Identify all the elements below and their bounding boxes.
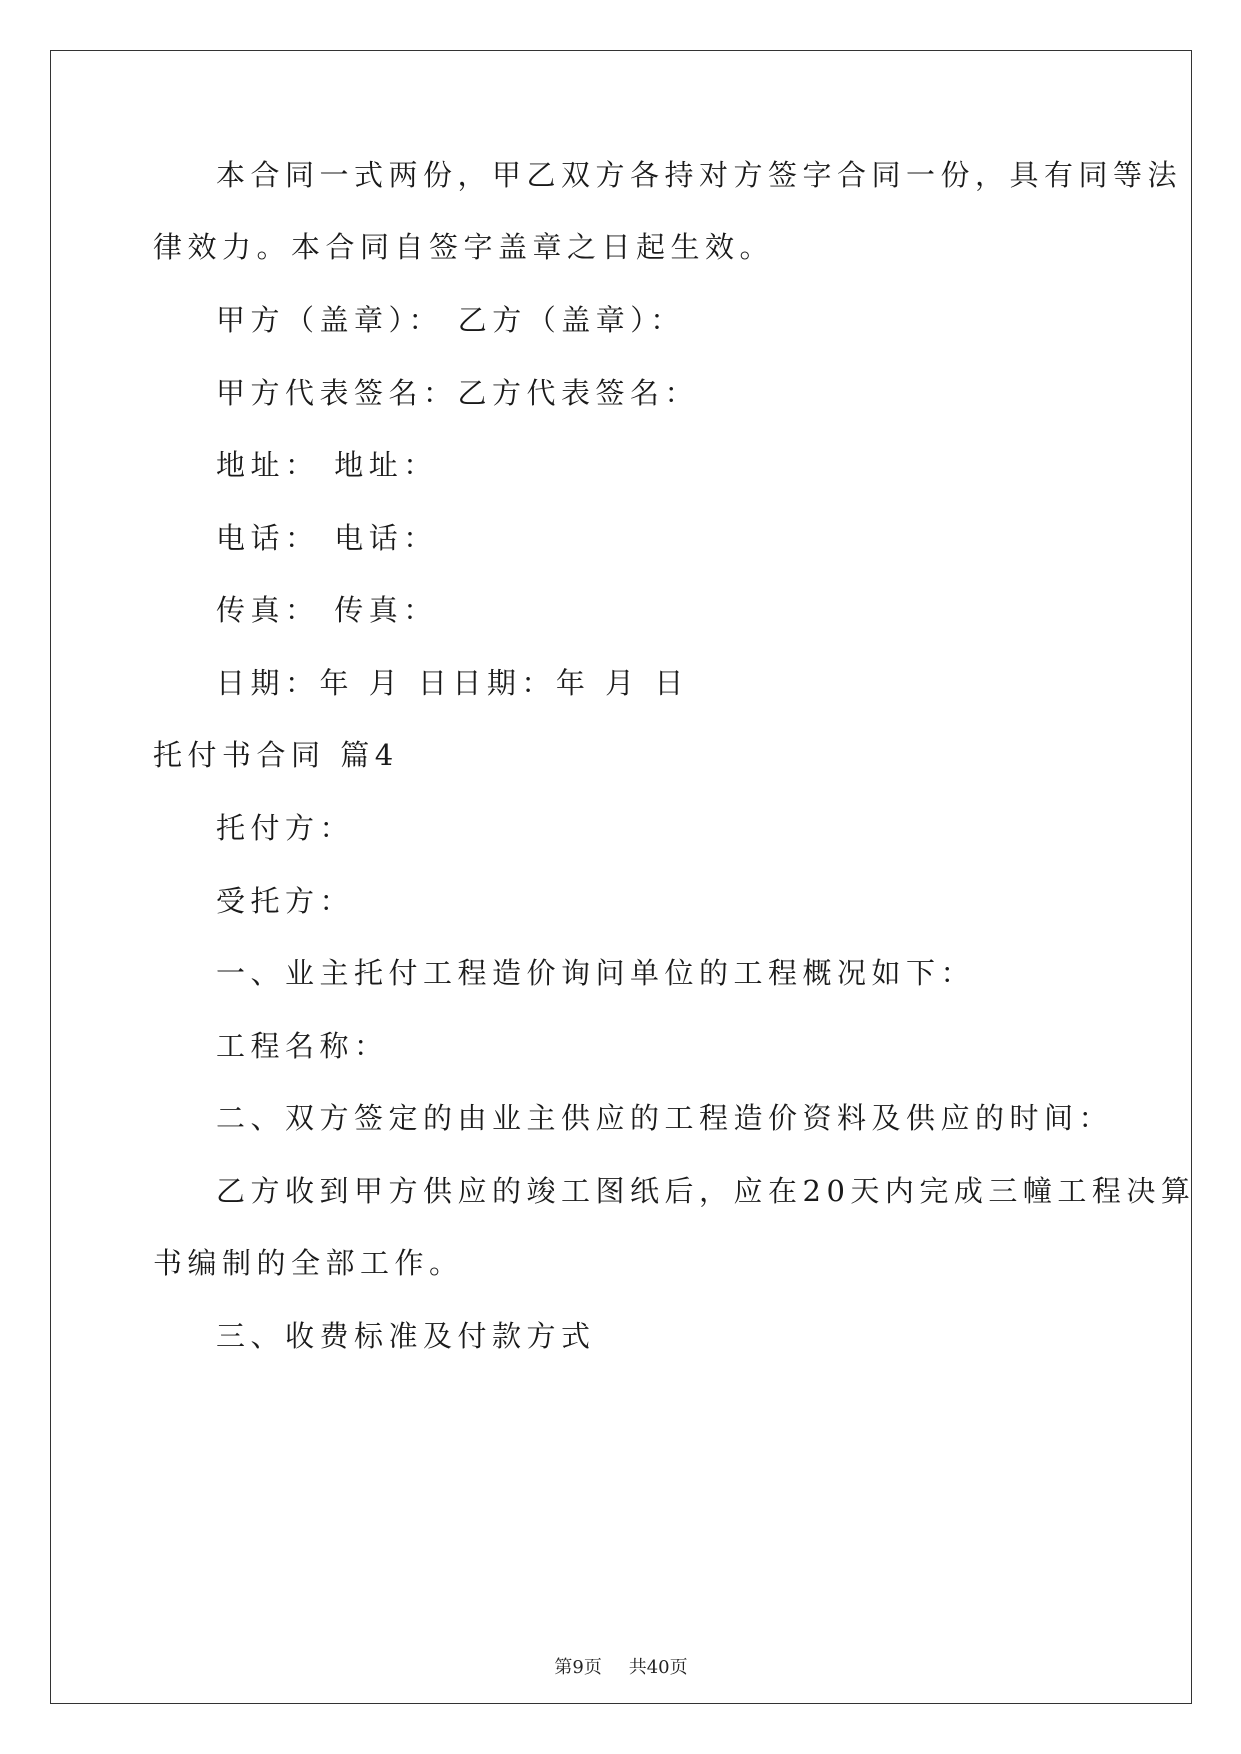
document-page	[50, 50, 1196, 1704]
page-total: 共40页	[628, 1657, 688, 1678]
phone-line: 电话： 电话：	[216, 521, 438, 555]
entrusting-party-line: 托付方：	[216, 811, 355, 845]
clause-three: 三、收费标准及付款方式	[216, 1319, 596, 1353]
clause-one: 一、业主托付工程造价询问单位的工程概况如下：	[216, 956, 976, 990]
completion-paragraph-line2: 书编制的全部工作。	[153, 1246, 464, 1280]
project-name-line: 工程名称：	[216, 1029, 389, 1063]
paragraph-contract-copies-line2: 律效力。本合同自签字盖章之日起生效。	[153, 230, 775, 264]
page-footer	[51, 1653, 1191, 1679]
trustee-line: 受托方：	[216, 884, 355, 918]
address-line: 地址： 地址：	[216, 448, 438, 482]
seal-line: 甲方（盖章）： 乙方（盖章）：	[216, 303, 685, 337]
completion-paragraph-line1: 乙方收到甲方供应的竣工图纸后，应在20天内完成三幢工程决算	[216, 1174, 1196, 1208]
fax-line: 传真： 传真：	[216, 593, 438, 627]
representative-signature-line: 甲方代表签名：乙方代表签名：	[216, 376, 700, 410]
paragraph-contract-copies-line1: 本合同一式两份，甲乙双方各持对方签字合同一份，具有同等法	[216, 158, 1183, 192]
clause-two: 二、双方签定的由业主供应的工程造价资料及供应的时间：	[216, 1101, 1114, 1135]
section-heading: 托付书合同 篇4	[153, 738, 399, 772]
date-line: 日期：年 月 日日期：年 月 日	[216, 666, 689, 700]
page-number: 第9页	[554, 1657, 602, 1678]
